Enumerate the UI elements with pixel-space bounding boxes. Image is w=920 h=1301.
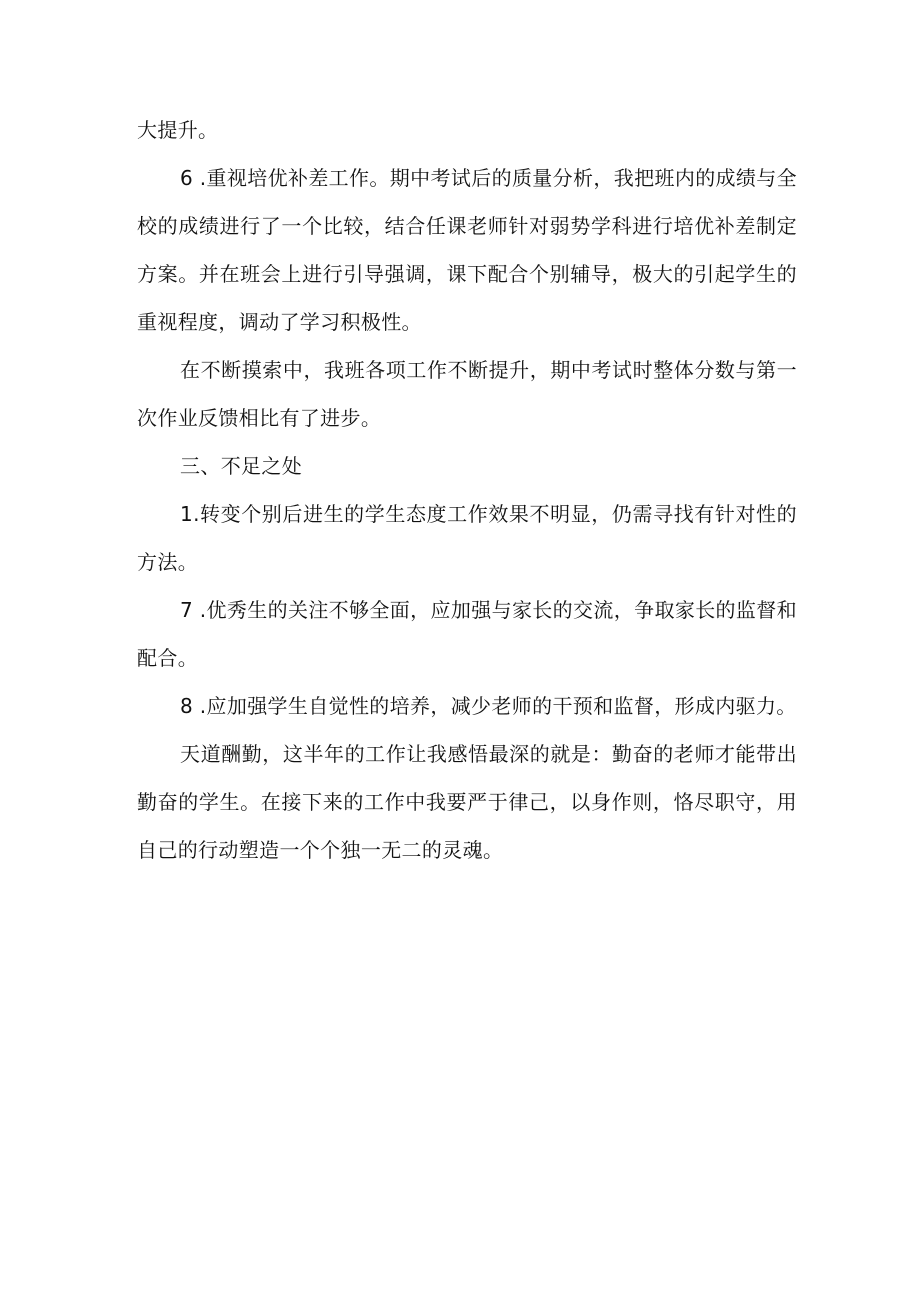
section-heading-shortcomings: 三、不足之处 <box>180 454 303 478</box>
paragraph-item-8: 8 .应加强学生自觉性的培养，减少老师的干预和监督，形成内驱力。 <box>180 694 797 718</box>
paragraph-item-7: 7 .优秀生的关注不够全面，应加强与家长的交流，争取家长的监督和配合。 <box>137 598 797 670</box>
paragraph-item-1: 1.转变个别后进生的学生态度工作效果不明显，仍需寻找有针对性的方法。 <box>137 502 797 574</box>
paragraph-item-6: 6 .重视培优补差工作。期中考试后的质量分析，我把班内的成绩与全校的成绩进行了一个比较，结合任课老师针对弱势学科进行培优补差制定方案。并在班会上进行引导强调，课下配合个别辅导，极大的引起学生的重视程度，调动了学习积极性。 <box>137 166 797 334</box>
document-body <box>137 106 797 874</box>
paragraph-conclusion: 天道酬勤，这半年的工作让我感悟最深的就是：勤奋的老师才能带出勤奋的学生。在接下来的工作中我要严于律己，以身作则，恪尽职守，用自己的行动塑造一个个独一无二的灵魂。 <box>137 742 797 862</box>
paragraph-progress: 在不断摸索中，我班各项工作不断提升，期中考试时整体分数与第一次作业反馈相比有了进步。 <box>137 358 797 430</box>
paragraph-continuation: 大提升。 <box>137 118 219 142</box>
